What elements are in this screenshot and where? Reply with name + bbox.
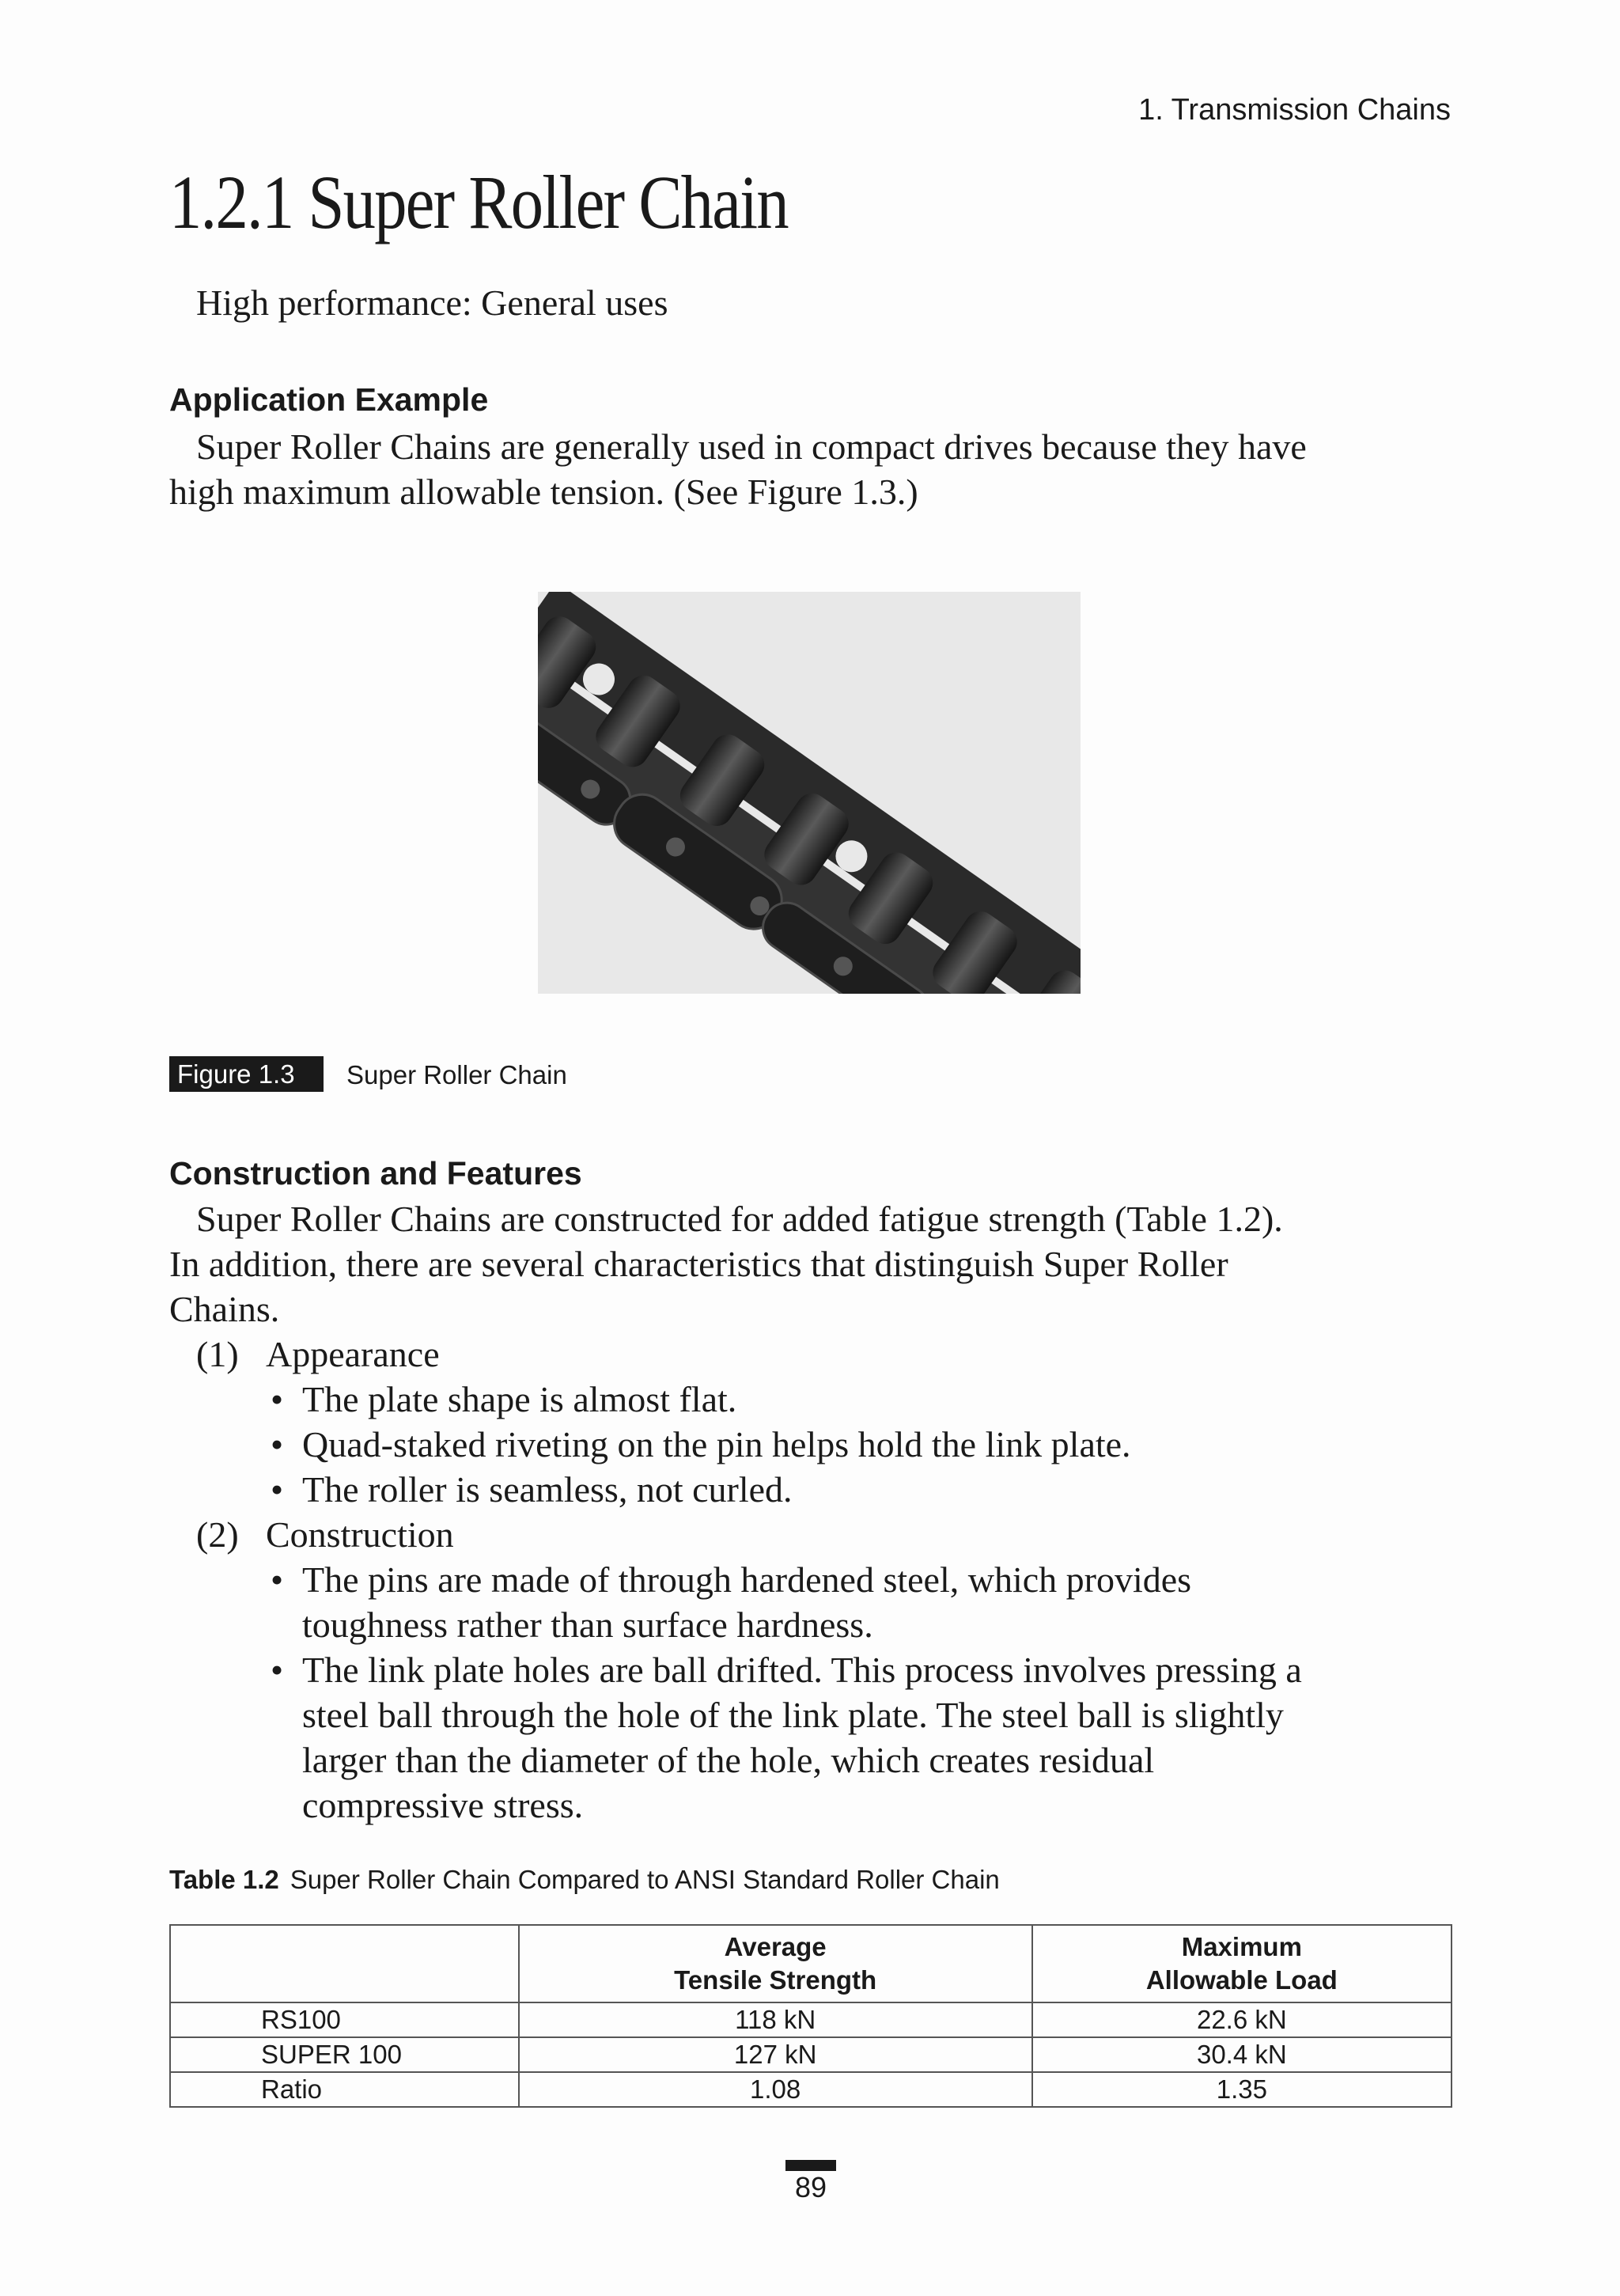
bullet-icon: • [271,1650,284,1690]
table-cell: 22.6 kN [1032,2002,1452,2037]
construction-intro-line: Chains. [169,1289,280,1329]
table-cell: SUPER 100 [170,2037,519,2072]
header-line: Allowable Load [1145,1965,1338,1995]
table-header-cell [519,1925,1032,2002]
table-header-cell [170,1925,519,2002]
table-row [170,2002,1452,2037]
comparison-table [169,1924,1452,2108]
application-paragraph [169,424,1467,514]
construction-section [169,1196,1467,1828]
figure-caption: Super Roller Chain [346,1060,567,1089]
bullet-text-line: The link plate holes are ball drifted. This process involves pressing a [302,1650,1302,1690]
section-subtitle: High performance: General uses [196,282,668,323]
bullet-item [169,1647,1467,1828]
bullet-icon: • [271,1469,284,1510]
bullet-text-line: steel ball through the hole of the link plate. The steel ball is slightly [302,1695,1284,1735]
bullet-text-line: compressive stress. [302,1785,584,1825]
page-number: 89 [794,2171,827,2203]
header-line: Tensile Strength [674,1965,877,1995]
bullet-icon: • [271,1559,284,1600]
figure-label: Figure 1.3 [169,1056,324,1092]
list-item-heading [169,1512,1467,1557]
table-cell: 1.08 [519,2072,1032,2107]
table-cell: RS100 [170,2002,519,2037]
roller-chain-illustration [538,592,1081,994]
table-row [170,2037,1452,2072]
table-row [170,2072,1452,2107]
list-number: (1) [196,1334,239,1374]
application-line: Super Roller Chains are generally used in compact drives because they have [196,426,1307,467]
table-cell: 127 kN [519,2037,1032,2072]
table-cell: 1.35 [1032,2072,1452,2107]
bullet-text: The roller is seamless, not curled. [302,1469,793,1510]
table-caption-text: Super Roller Chain Compared to ANSI Standard Roller Chain [290,1865,1000,1894]
section-title: 1.2.1 Super Roller Chain [169,160,788,244]
list-title: Appearance [266,1334,440,1374]
list-title: Construction [266,1514,454,1555]
application-heading: Application Example [169,381,489,418]
list-item-heading [169,1332,1467,1377]
construction-intro-line: Super Roller Chains are constructed for added fatigue strength (Table 1.2). [196,1199,1283,1239]
bullet-item [169,1557,1467,1647]
header-line: Average [724,1932,827,1961]
table-header-row [170,1925,1452,2002]
bullet-text-line: The pins are made of through hardened steel, which provides [302,1559,1192,1600]
table-caption-label: Table 1.2 [169,1865,279,1894]
bullet-text-line: toughness rather than surface hardness. [302,1605,873,1645]
bullet-item [169,1467,1467,1512]
application-line: high maximum allowable tension. (See Figure 1.3.) [169,472,918,512]
table-cell: 118 kN [519,2002,1032,2037]
page-number-bar [785,2160,836,2171]
table-caption [169,1865,1000,1895]
bullet-text: The plate shape is almost flat. [302,1379,737,1419]
bullet-text-line: larger than the diameter of the hole, which creates residual [302,1740,1155,1780]
header-line: Maximum [1181,1932,1302,1961]
construction-intro-line: In addition, there are several characteristics that distinguish Super Roller [169,1244,1228,1284]
table-cell: Ratio [170,2072,519,2107]
construction-heading: Construction and Features [169,1155,582,1192]
bullet-icon: • [271,1379,284,1419]
bullet-item [169,1377,1467,1422]
table-cell: 30.4 kN [1032,2037,1452,2072]
bullet-icon: • [271,1424,284,1464]
chain-photo [538,592,1081,994]
running-head: 1. Transmission Chains [1138,93,1451,127]
table-header-cell [1032,1925,1452,2002]
list-number: (2) [196,1514,239,1555]
bullet-item [169,1422,1467,1467]
bullet-text: Quad-staked riveting on the pin helps hold the link plate. [302,1424,1131,1464]
